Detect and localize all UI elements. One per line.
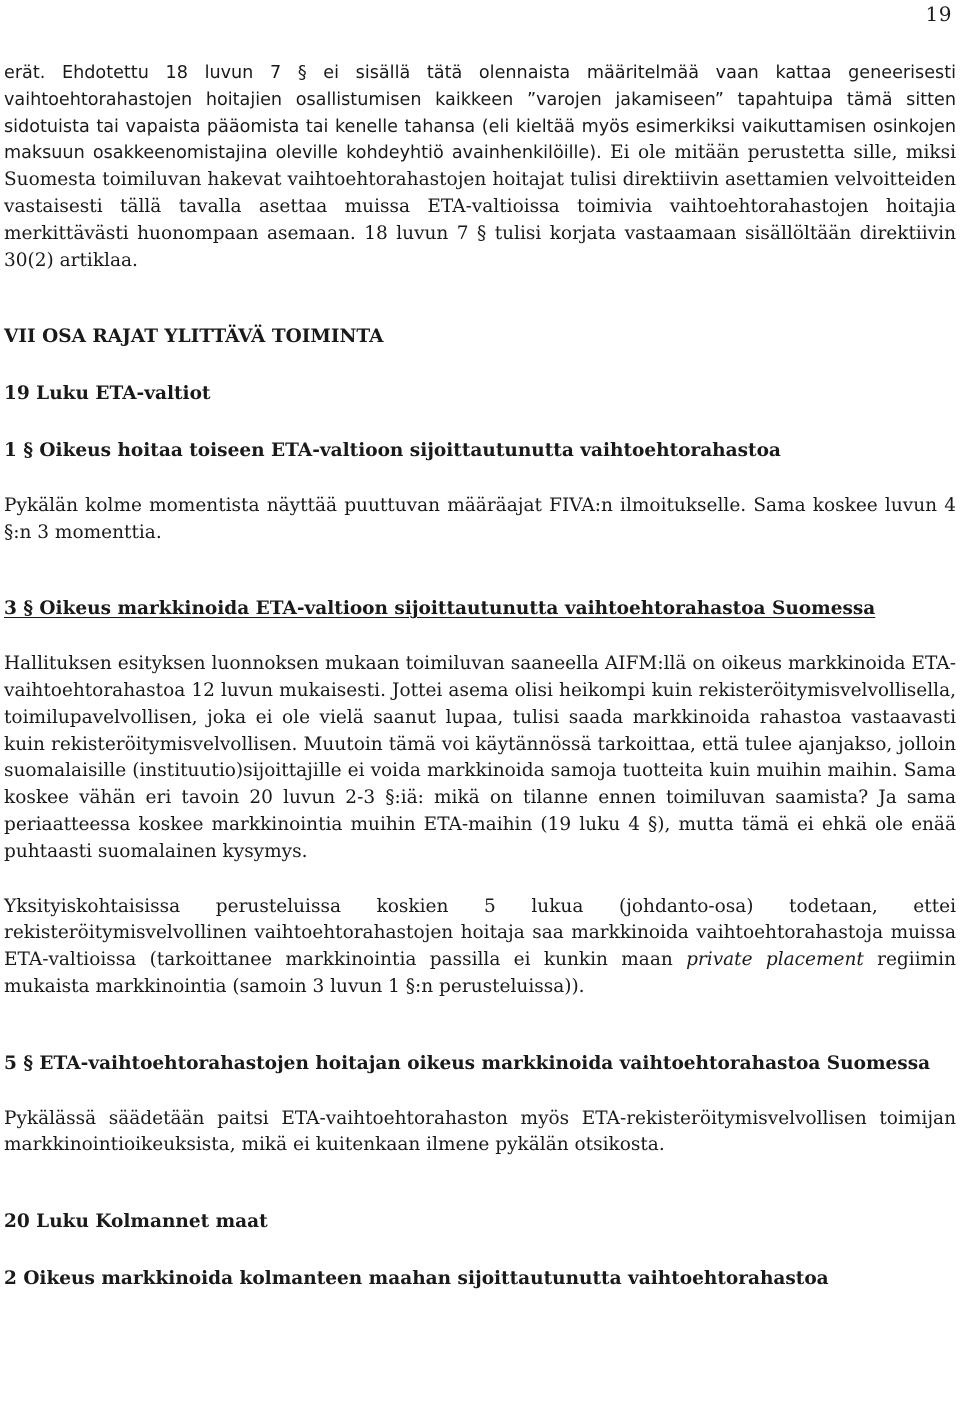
part-heading: VII OSA RAJAT YLITTÄVÄ TOIMINTA	[4, 326, 384, 348]
section-3-text-2-a: Yksityiskohtaisissa perusteluissa koskien 5 lukua (johdanto-osa) todetaan, ettei rekisteröitymisvelvollinen vaihtoehtorahastojen hoitaja saa markkinoida vaihtoehtorahastoja muissa ETA-valtioissa (tarkoittanee markkinointia passilla ei kunkin maan	[4, 895, 956, 971]
chapter-20-heading: 20 Luku Kolmannet maat	[4, 1211, 268, 1233]
intro-serif-text: Ei ole mitään perustetta sille, miksi Suomesta toimiluvan hakevat vaihtoehtorahastojen hoitajat tulisi direktiivin asettamien velvoitteiden vastaisesti tällä tavalla asettaa muissa ETA-valtioissa toimivia vaihtoehtorahastojen hoitajia merkittävästi huonompaan asemaan. 18 luvun 7 § tulisi korjata vastaamaan sisällöltään direktiivin 30(2) artiklaa.	[4, 142, 956, 271]
page-number: 19	[925, 2, 952, 26]
section-3-heading: 3 § Oikeus markkinoida ETA-valtioon sijoittautunutta vaihtoehtorahastoa Suomessa	[4, 598, 876, 620]
intro-paragraph	[4, 60, 956, 274]
private-placement-term: private placement	[686, 949, 864, 971]
section-5-text: Pykälässä säädetään paitsi ETA-vaihtoehtorahaston myös ETA-rekisteröitymisvelvollisen toimijan markkinointioikeuksista, mikä ei kuitenkaan ilmene pykälän otsikosta.	[4, 1107, 956, 1156]
section-3-text-2-b: regiimin mukaista markkinointia (samoin 3 luvun 1 §:n perusteluissa)).	[4, 949, 956, 997]
section-5-heading: 5 § ETA-vaihtoehtorahastojen hoitajan oikeus markkinoida vaihtoehtorahastoa Suomessa	[4, 1052, 931, 1074]
chapter-19-heading: 19 Luku ETA-valtiot	[4, 383, 211, 405]
chapter-20-section-2-heading: 2 Oikeus markkinoida kolmanteen maahan sijoittautunutta vaihtoehtorahastoa	[4, 1267, 829, 1289]
section-3-text-2	[4, 894, 956, 1001]
section-1-heading: 1 § Oikeus hoitaa toiseen ETA-valtioon sijoittautunutta vaihtoehtorahastoa	[4, 439, 781, 461]
document-body	[4, 60, 956, 1293]
section-3-text: Hallituksen esityksen luonnoksen mukaan toimiluvan saaneella AIFM:llä on oikeus markkinoida ETA-vaihtoehtorahastoa 12 luvun mukaisesti. Jottei asema olisi heikompi kuin rekisteröitymisvelvollisella, toimilupavelvollisen, joka ei ole vielä saanut lupaa, tulisi saada markkinoida rahastoa vastaavasti kuin rekisteröitymisvelvollisen. Muutoin tämä voi käytännössä tarkoittaa, että tulee ajanjakso, jolloin suomalaisille (instituutio)sijoittajille ei voida markkinoida samoja tuotteita kuin muihin maihin. Sama koskee vähän eri tavoin 20 luvun 2-3 §:iä: mikä on tilanne ennen toimiluvan saamista? Ja sama periaatteessa koskee markkinointia muihin ETA-maihin (19 luku 4 §), mutta tämä ei ehkä ole enää puhtaasti suomalainen kysymys.	[4, 653, 956, 862]
section-1-text: Pykälän kolme momentista näyttää puuttuvan määräajat FIVA:n ilmoitukselle. Sama koskee luvun 4 §:n 3 momenttia.	[4, 494, 956, 543]
intro-sans-text: erät. Ehdotettu 18 luvun 7 § ei sisällä tätä olennaista määritelmää vaan kattaa geneerisesti vaihtoehtorahastojen hoitajien osallistumisen kaikkeen ”varojen jakamiseen” tapahtuipa tämä sitten sidotuista tai vapaista pääomista tai kenelle tahansa (eli kieltää myös esimerkiksi vaikuttamisen osinkojen maksuun osakkeenomistajina oleville kohdeyhtiö avainhenkilöille).	[4, 63, 956, 164]
